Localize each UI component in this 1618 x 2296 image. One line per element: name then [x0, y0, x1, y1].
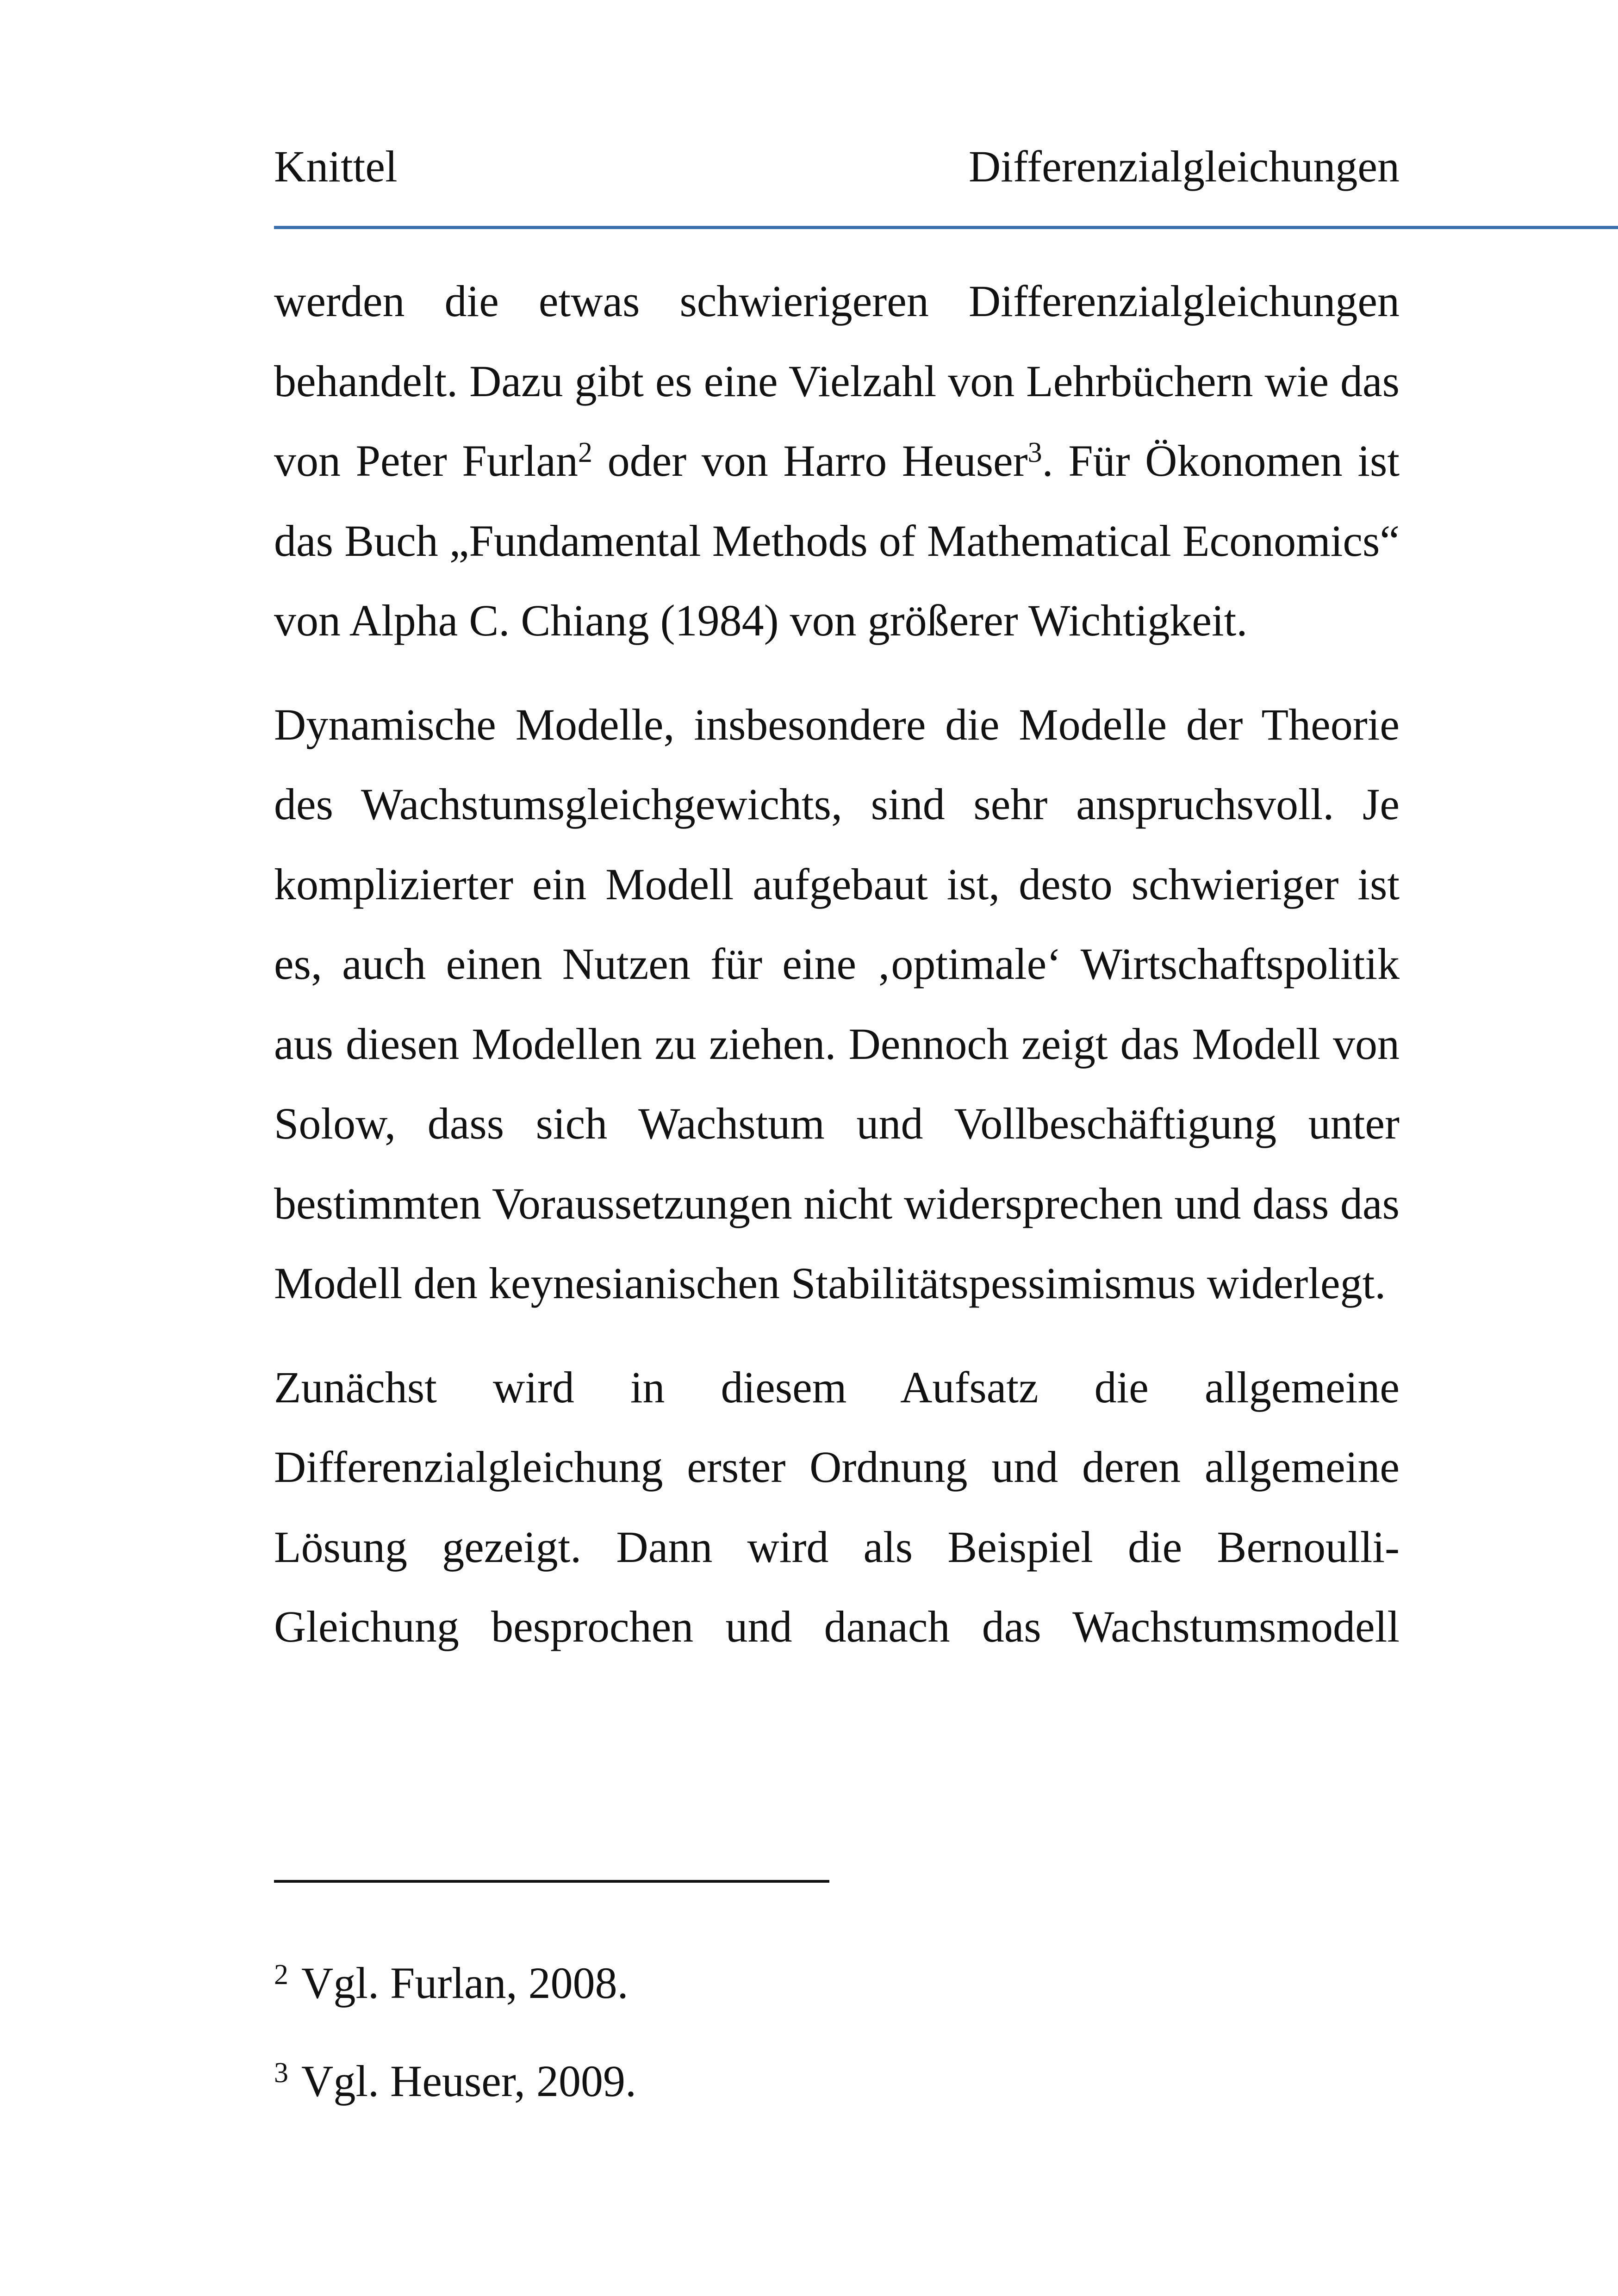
footnote-text: Vgl. Heuser, 2009. — [301, 2056, 637, 2106]
footnote-item — [274, 2049, 1400, 2119]
header-rule — [274, 226, 1618, 229]
footnote-text: Vgl. Furlan, 2008. — [301, 1958, 629, 2008]
footnote-ref-3[interactable]: 3 — [1027, 437, 1042, 468]
footnote-separator — [274, 1880, 829, 1883]
paragraph-3: Zunächst wird in diesem Aufsatz die allgemeine Differenzialgleichung erster Ordnung und deren allgemeine Lösung gezeigt. Dann wird als Beispiel die Bernoulli-Gleichung besprochen und danach das Wachstumsmodell — [274, 1362, 1400, 1651]
paragraph-1-text-b: oder von Harro Heuser — [592, 436, 1028, 485]
footnote-item — [274, 1951, 1400, 2021]
paragraph-1-text-a: werden die etwas schwierigeren Differenzialgleichungen behandelt. Dazu gibt es eine Vielzahl von Lehrbüchern wie das von Peter Furlan — [274, 276, 1400, 485]
header-author: Knittel — [274, 142, 398, 191]
page-header — [274, 134, 1400, 199]
paragraph-1 — [274, 261, 1400, 661]
body-text — [274, 261, 1400, 1691]
paragraph-1-text-c: . Für Ökonomen ist das Buch „Fundamental Methods of Mathematical Economics“ von Alpha C. Chiang (1984) von größerer Wichtigkeit. — [274, 436, 1400, 645]
header-title: Differenzialgleichungen — [968, 142, 1400, 191]
paragraph-2: Dynamische Modelle, insbesondere die Modelle der Theorie des Wachstumsgleichgewichts, sind sehr anspruchsvoll. Je komplizierter ein Modell aufgebaut ist, desto schwieriger ist es, auch einen Nutzen für eine ‚optimale‘ Wirtschaftspolitik aus diesen Modellen zu ziehen. Dennoch zeigt das Modell von Solow, dass sich Wachstum und Vollbeschäftigung unter bestimmten Voraussetzungen nicht widersprechen und dass das Modell den keynesianischen Stabilitätspessimismus widerlegt. — [274, 699, 1400, 1308]
footnote-ref-2[interactable]: 2 — [578, 437, 593, 468]
footnotes — [274, 1951, 1400, 2147]
footnote-mark: 2 — [274, 1959, 288, 1991]
footnote-mark: 3 — [274, 2057, 288, 2089]
